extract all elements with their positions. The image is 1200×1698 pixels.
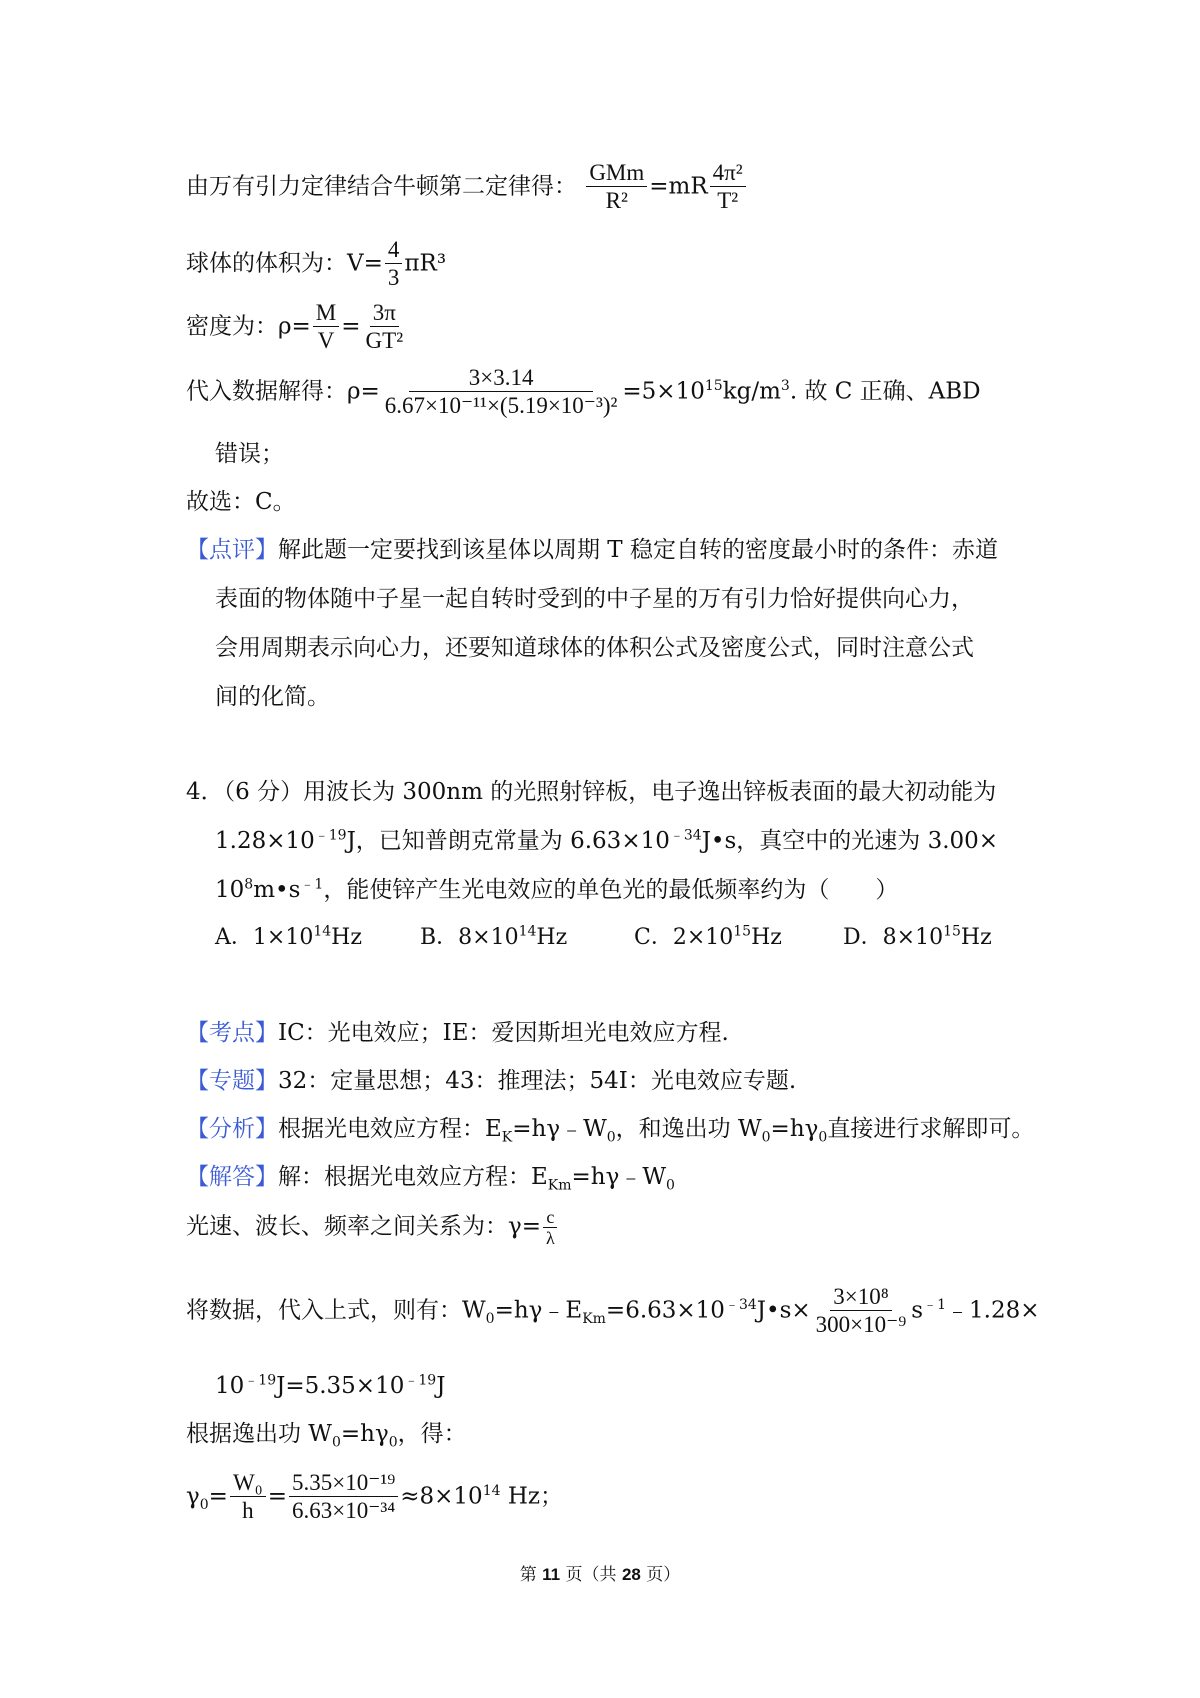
solution-line-volume: 球体的体积为：V= $\frac{4}{3}$ πR³ — [186, 237, 447, 290]
kaodian-line: 【考点】IC：光电效应；IE：爱因斯坦光电效应方程. — [186, 1020, 729, 1046]
comment-tag: 【点评】 — [186, 537, 278, 563]
fraction-c-over-lambda-values: $\frac{\text{3×10⁸}}{\text{300×10⁻⁹}}$ — [815, 1284, 907, 1337]
question-4-line-2: $1.28\times 10^{﹣19}J$，已知普朗克常量为 $6.63\times 10^{﹣34}J•s$，真空中的光速为 3.00× — [215, 827, 999, 854]
jieda-line: 【解答】解：根据光电效应方程：$E_{Km}=h\gamma﹣W_0$ — [186, 1164, 675, 1194]
question-4-line-1: 4．（6 分）用波长为 300nm 的光照射锌板，电子逸出锌板表面的最大初动能为 — [186, 779, 997, 805]
fraction-density-numeric: $\frac{3\times 3.14}{\text{6.67×10⁻¹¹×(5.19×10⁻³)²}}$ — [384, 365, 618, 418]
option-b: B．$8\times 10^{14}Hz$ — [420, 923, 568, 950]
question-4-line-3: $10^8m•s^{﹣1}$，能使锌产生光电效应的单色光的最低频率约为（ ） — [215, 876, 899, 903]
solution-line-density: 密度为：ρ= $\frac{M}{V}$ = $\frac{3\pi}{\text{GT²}}$ — [186, 300, 408, 355]
zhuanti-line: 【专题】32：定量思想；43：推理法；54I：光电效应专题. — [186, 1068, 797, 1094]
zhuanti-tag: 【专题】 — [186, 1068, 278, 1094]
comment-line-3: 会用周期表示向心力，还要知道球体的体积公式及密度公式，同时注意公式 — [215, 635, 974, 661]
option-d: D．$8\times 10^{15}Hz$ — [843, 923, 992, 950]
page-total: 28 — [621, 1565, 641, 1584]
option-a: A．$1\times 10^{14}Hz$ — [215, 923, 362, 950]
fenxi-line: 【分析】根据光电效应方程：$E_K=h\gamma﹣W_0$，和逸出功 $W_0=h\gamma_0$直接进行求解即可。 — [186, 1116, 1035, 1146]
fraction-c-lambda: $\frac{c}{\lambda}$ — [543, 1207, 558, 1248]
comment-line-1: 【点评】解此题一定要找到该星体以周期 T 稳定自转的密度最小时的条件：赤道 — [186, 537, 998, 563]
solution-line-wrong: 错误； — [215, 441, 284, 467]
fraction-4-3: $\frac{4}{3}$ — [385, 237, 403, 292]
comment-line-4: 间的化简。 — [215, 684, 330, 710]
fraction-gmm-r2: GMm R² — [586, 160, 647, 215]
solution-line-newton: 由万有引力定律结合牛顿第二定律得： GMm R² =mR $\frac{\text{4π²}}{\text{T²}}$ — [186, 160, 748, 215]
kaodian-tag: 【考点】 — [186, 1020, 278, 1046]
fenxi-tag: 【分析】 — [186, 1116, 278, 1142]
substitution-line-2: $10^{﹣19}J=5.35\times 10^{﹣19}J$ — [215, 1372, 446, 1399]
fraction-final-numeric: $\frac{\text{5.35×10⁻¹⁹}}{\text{6.63×10⁻³⁴}}$ — [289, 1470, 398, 1525]
fraction-m-v: $\frac{M}{V}$ — [313, 300, 339, 355]
solution-line-substitution: 代入数据解得：ρ= $\frac{3\times 3.14}{\text{6.67×10⁻¹¹×(5.19×10⁻³)²}}$ $=5\times 10^{15}kg/m^3$. 故 C 正确、ABD — [186, 365, 981, 418]
final-result-line: $\gamma_0=$ $\frac{\text{W₀}}{h}$ = $\frac{\text{5.35×10⁻¹⁹}}{\text{6.63×10⁻³⁴}}$ $\approx 8\times 10^{14}$ Hz； — [186, 1470, 564, 1523]
page-number: 11 — [542, 1565, 561, 1584]
option-c: C．$2\times 10^{15}Hz$ — [634, 923, 782, 950]
comment-line-2: 表面的物体随中子星一起自转时受到的中子星的万有引力恰好提供向心力， — [215, 586, 974, 612]
solution-line-answer: 故选：C。 — [186, 489, 296, 515]
fraction-3pi-gt2: $\frac{3\pi}{\text{GT²}}$ — [365, 300, 404, 353]
relation-line: 光速、波长、频率之间关系为：γ= $\frac{c}{\lambda}$ — [186, 1207, 560, 1248]
fraction-w0-h: $\frac{\text{W₀}}{h}$ — [230, 1470, 266, 1525]
fraction-4pi2-t2: $\frac{\text{4π²}}{\text{T²}}$ — [710, 160, 746, 215]
jieda-tag: 【解答】 — [186, 1164, 278, 1190]
work-function-line: 根据逸出功 $W_0=h\gamma_0$，得： — [186, 1421, 467, 1451]
substitution-line: 将数据，代入上式，则有：$W_0=h\gamma﹣E_{Km}=6.63\times 10^{﹣34}J•s\times$ $\frac{\text{3×10⁸}}{\text{300×10⁻⁹}}$ $s^{﹣1}﹣1.28\times$ — [186, 1284, 1040, 1337]
page-footer: 第 11 页（共 28 页） — [519, 1565, 681, 1585]
